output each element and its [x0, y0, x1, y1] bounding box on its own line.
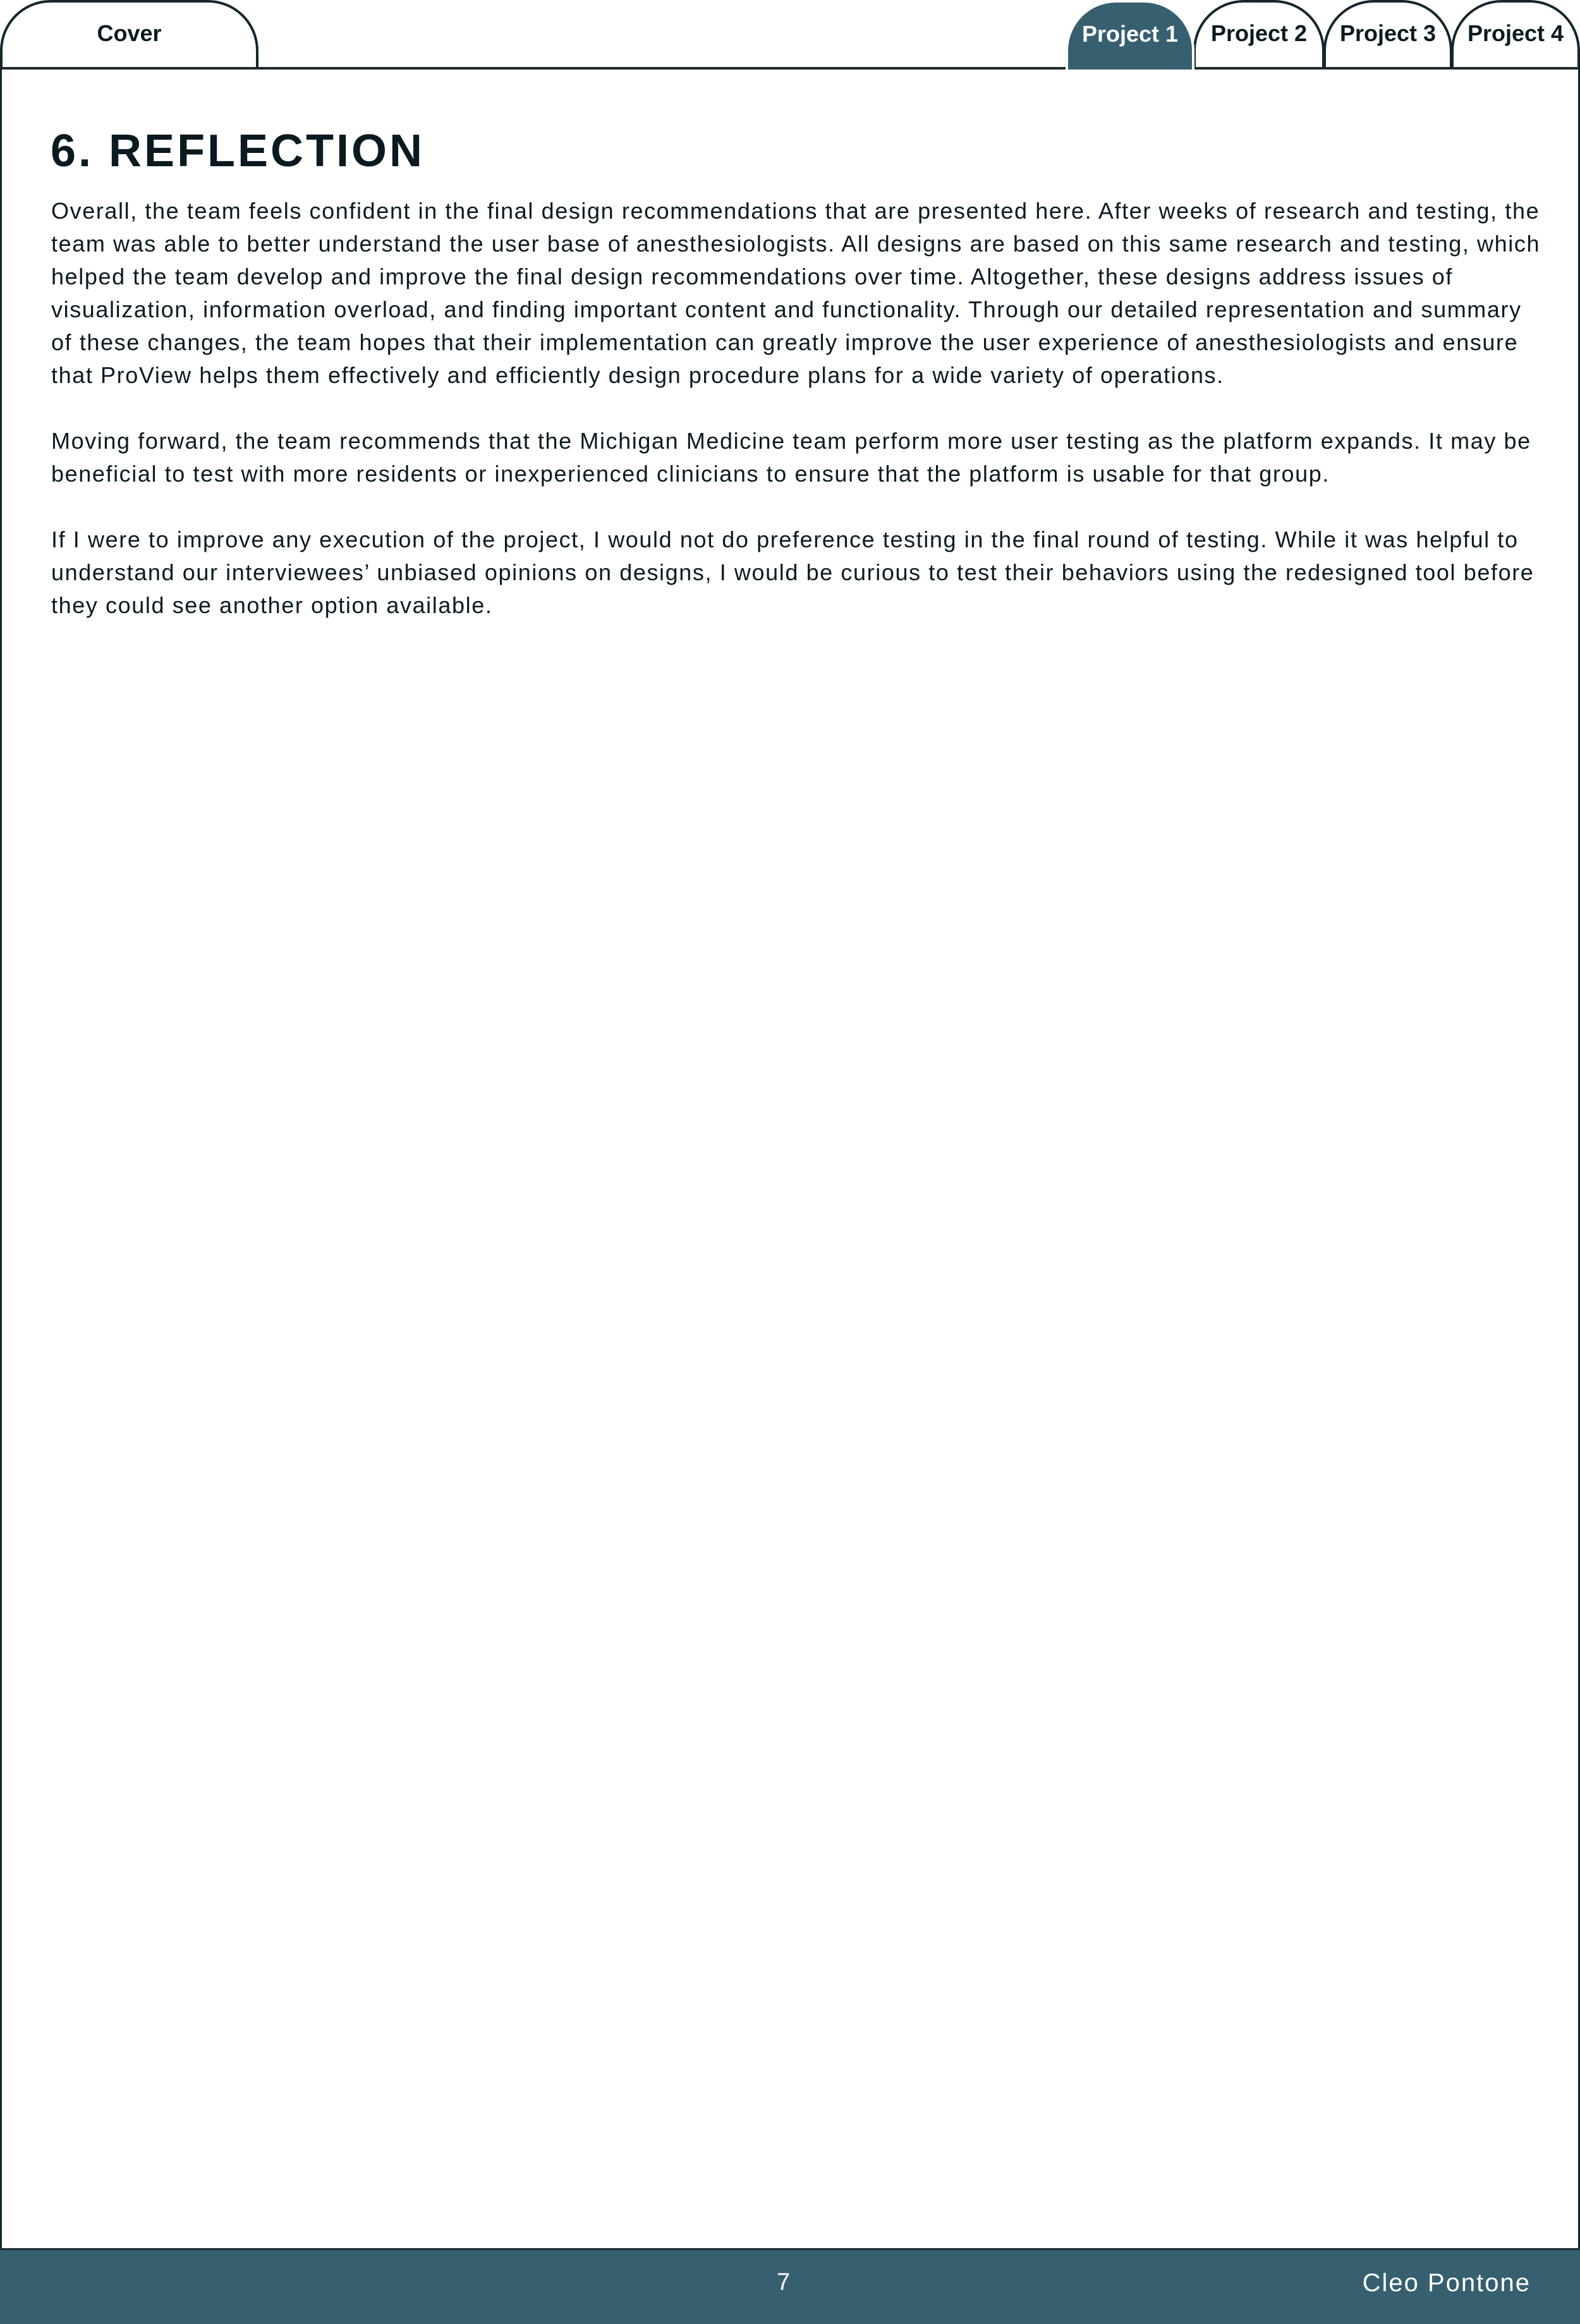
- section-body: [51, 195, 1543, 655]
- tab-cover[interactable]: [0, 0, 258, 68]
- author-name: Cleo Pontone: [1362, 2269, 1531, 2297]
- tab-bar: [0, 0, 1580, 70]
- tab-project-3[interactable]: [1323, 0, 1452, 68]
- paragraph: Moving forward, the team recommends that the Michigan Medicine team perform more user testing as the platform expands. It may be beneficial to test with more residents or inexperienced clinicians to ensure that the platform is usable for that group.: [51, 428, 1531, 487]
- tab-project-4[interactable]: [1451, 0, 1580, 68]
- paragraph: Overall, the team feels confident in the final design recommendations that are presented here. After weeks of research and testing, the team was able to better understand the user base of anesthesiologists. All designs are based on this same research and testing, which helped the team develop and improve the final design recommendations over time. Altogether, these designs address issues of visualization, information overload, and finding important content and functionality. Through our detailed representation and summary of these changes, the team hopes that their implementation can greatly improve the user experience of anesthesiologists and ensure that ProView helps them effectively and efficiently design procedure plans for a wide variety of operations.: [51, 198, 1541, 388]
- section-title: 6. REFLECTION: [51, 126, 425, 176]
- tab-label: Project 2: [1210, 20, 1308, 46]
- page-number: 7: [777, 2269, 791, 2296]
- tab-label: Project 1: [1081, 21, 1179, 47]
- tab-project-2[interactable]: [1193, 0, 1325, 68]
- tab-label: Cover: [97, 20, 162, 46]
- footer: [0, 2248, 1580, 2324]
- tab-label: Project 3: [1339, 20, 1437, 46]
- paragraph: If I were to improve any execution of the project, I would not do preference testing in the final round of testing. While it was helpful to understand our interviewees’ unbiased opinions on designs, I would be curious to test their behaviors using the redesigned tool before they could see another option available.: [51, 526, 1534, 618]
- tab-label: Project 4: [1467, 20, 1564, 46]
- tab-project-1[interactable]: [1066, 0, 1194, 70]
